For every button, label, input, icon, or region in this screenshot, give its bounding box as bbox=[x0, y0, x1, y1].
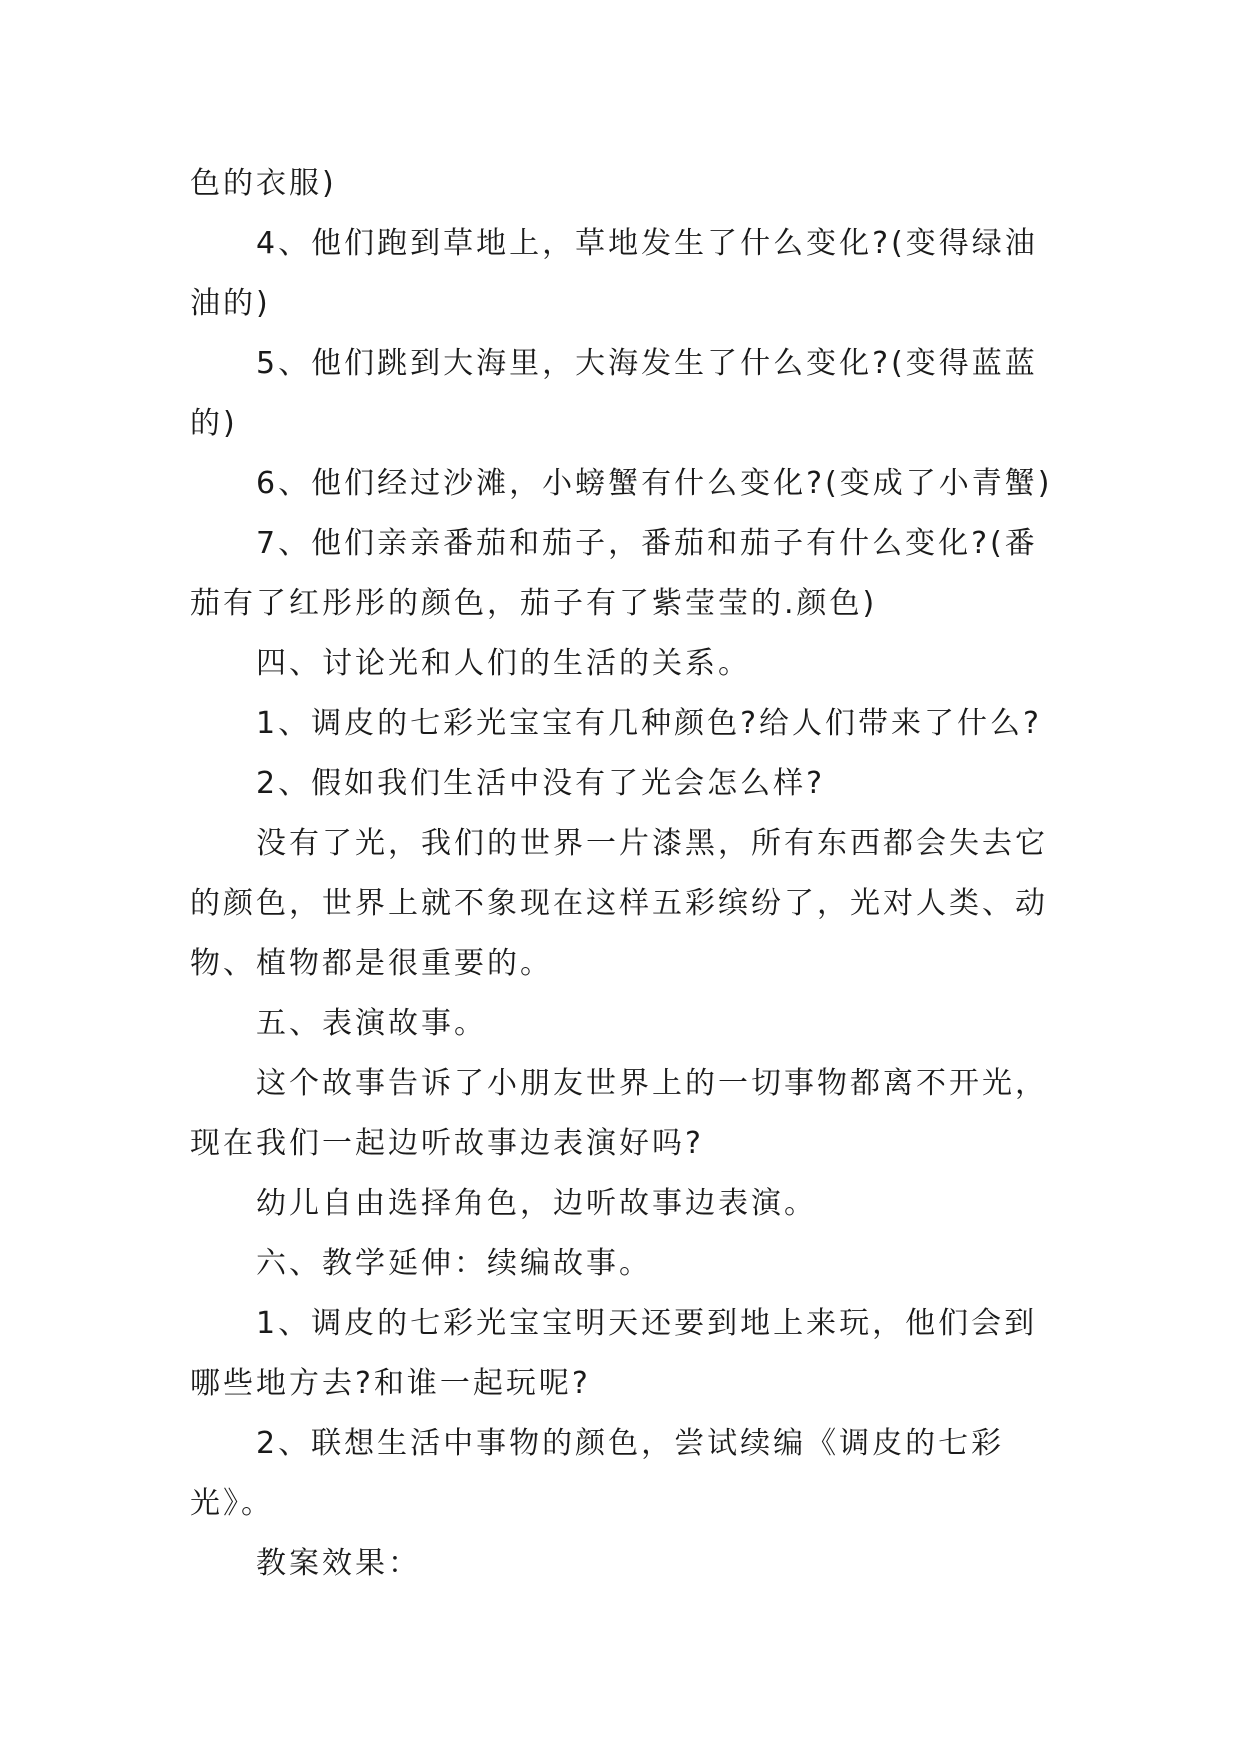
text-line: 现在我们一起边听故事边表演好吗? bbox=[190, 1126, 704, 1161]
text-line: 6、他们经过沙滩，小螃蟹有什么变化?(变成了小青蟹) bbox=[256, 466, 1053, 501]
text-line: 7、他们亲亲番茄和茄子，番茄和茄子有什么变化?(番 bbox=[256, 526, 1038, 561]
text-line: 的) bbox=[190, 406, 238, 441]
text-line: 1、调皮的七彩光宝宝有几种颜色?给人们带来了什么? bbox=[256, 706, 1042, 741]
section-heading: 教案效果： bbox=[256, 1546, 421, 1581]
text-line: 哪些地方去?和谁一起玩呢? bbox=[190, 1366, 591, 1401]
text-line: 茄有了红彤彤的颜色，茄子有了紫莹莹的.颜色) bbox=[190, 586, 878, 621]
text-line: 1、调皮的七彩光宝宝明天还要到地上来玩，他们会到 bbox=[256, 1306, 1038, 1341]
text-line: 油的) bbox=[190, 286, 271, 321]
text-line: 物、植物都是很重要的。 bbox=[190, 946, 553, 981]
section-heading: 五、表演故事。 bbox=[256, 1006, 487, 1041]
text-line: 4、他们跑到草地上，草地发生了什么变化?(变得绿油 bbox=[256, 226, 1038, 261]
text-line: 幼儿自由选择角色，边听故事边表演。 bbox=[256, 1186, 817, 1221]
text-line: 2、联想生活中事物的颜色，尝试续编《调皮的七彩 bbox=[256, 1426, 1005, 1461]
text-line: 光》。 bbox=[190, 1486, 274, 1521]
text-line: 的颜色，世界上就不象现在这样五彩缤纷了，光对人类、动 bbox=[190, 886, 1048, 921]
text-line: 2、假如我们生活中没有了光会怎么样? bbox=[256, 766, 826, 801]
text-line: 没有了光，我们的世界一片漆黑，所有东西都会失去它 bbox=[256, 826, 1048, 861]
section-heading: 四、讨论光和人们的生活的关系。 bbox=[256, 646, 751, 681]
text-line: 5、他们跳到大海里，大海发生了什么变化?(变得蓝蓝 bbox=[256, 346, 1038, 381]
text-line: 这个故事告诉了小朋友世界上的一切事物都离不开光， bbox=[256, 1066, 1048, 1101]
text-line: 色的衣服) bbox=[190, 166, 337, 201]
section-heading: 六、教学延伸：续编故事。 bbox=[256, 1246, 652, 1281]
